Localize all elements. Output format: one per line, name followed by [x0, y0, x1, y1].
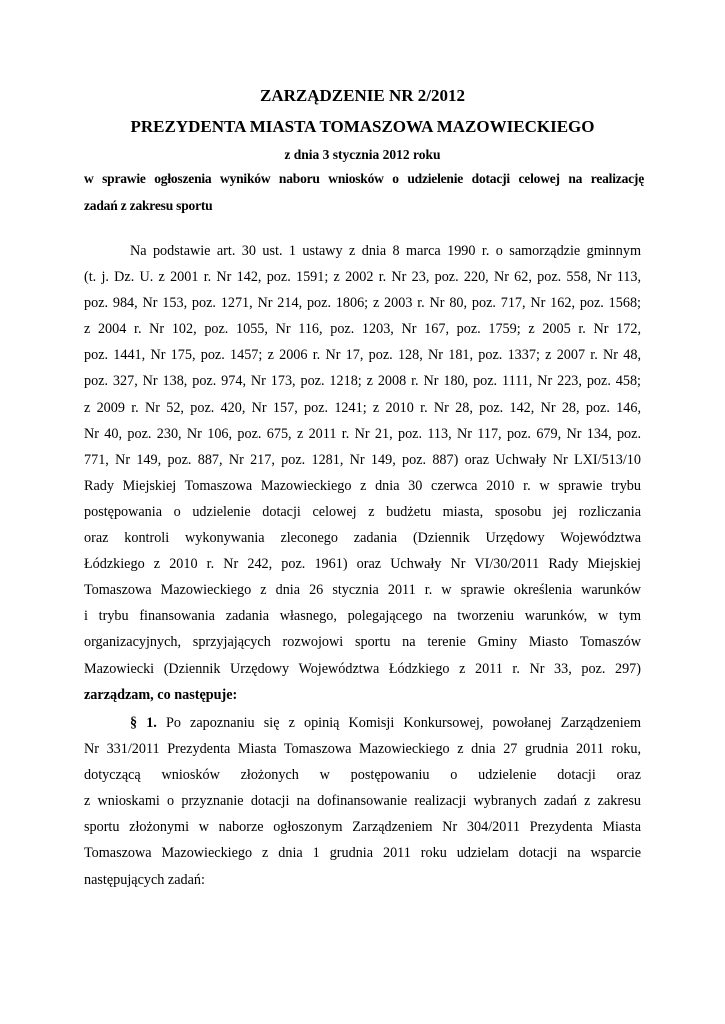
paragraph-line: 771, Nr 149, poz. 887, Nr 217, poz. 1281, Nr 149, poz. 887) oraz Uchwały Nr LXI/513/10	[84, 451, 641, 468]
paragraph-line: z 2009 r. Nr 52, poz. 420, Nr 157, poz. 1241; z 2010 r. Nr 28, poz. 142, Nr 28, poz. 146,	[84, 399, 641, 416]
subject-line: w sprawie ogłoszenia wyników naboru wniosków o udzielenie dotacji celowej na realizację	[84, 171, 644, 186]
paragraph-line: następujących zadań:	[84, 871, 205, 888]
paragraph-line: poz. 1441, Nr 175, poz. 1457; z 2006 r. Nr 17, poz. 128, Nr 181, poz. 1337; z 2007 r. Nr 48,	[84, 347, 641, 364]
paragraph-line: sportu złożonymi w naborze ogłoszonym Zarządzeniem Nr 304/2011 Prezydenta Miasta	[84, 819, 641, 836]
paragraph-line: (t. j. Dz. U. z 2001 r. Nr 142, poz. 1591; z 2002 r. Nr 23, poz. 220, Nr 62, poz. 558, Nr 113,	[84, 269, 641, 286]
paragraph-line: Tomaszowa Mazowieckiego z dnia 26 stycznia 2011 r. w sprawie określenia warunków	[84, 582, 641, 599]
document-date: z dnia 3 stycznia 2012 roku	[284, 147, 441, 162]
paragraph-line: Mazowiecki (Dziennik Urzędowy Województwa Łódzkiego z 2011 r. Nr 33, poz. 297)	[84, 660, 641, 677]
paragraph-line: Tomaszowa Mazowieckiego z dnia 1 grudnia 2011 roku udzielam dotacji na wsparcie	[84, 845, 641, 862]
paragraph-line: poz. 984, Nr 153, poz. 1271, Nr 214, poz. 1806; z 2003 r. Nr 80, poz. 717, Nr 162, poz. 1568;	[84, 295, 641, 312]
paragraph-line: Łódzkiego z 2010 r. Nr 242, poz. 1961) oraz Uchwały Nr VI/30/2011 Rady Miejskiej	[84, 556, 641, 573]
paragraph-line: i trybu finansowania zadania własnego, polegającego na tworzeniu warunków, w tym	[84, 608, 641, 625]
section-1-label: § 1.	[130, 715, 157, 731]
document-subject	[84, 165, 644, 219]
paragraph-line: z 2004 r. Nr 102, poz. 1055, Nr 116, poz. 1203, Nr 167, poz. 1759; z 2005 r. Nr 172,	[84, 321, 641, 338]
paragraph-line: organizacyjnych, sprzyjających rozwojowi sportu na terenie Gminy Miasto Tomaszów	[84, 634, 641, 651]
paragraph-line: Na podstawie art. 30 ust. 1 ustawy z dnia 8 marca 1990 r. o samorządzie gminnym	[130, 243, 641, 259]
paragraph-line: Nr 40, poz. 230, Nr 106, poz. 675, z 2011 r. Nr 21, poz. 113, Nr 117, poz. 679, Nr 134, poz.	[84, 425, 641, 442]
preamble-conclusion: zarządzam, co następuje:	[84, 686, 238, 703]
section-1-first-line: Po zapoznaniu się z opinią Komisji Konkursowej, powołanej Zarządzeniem	[165, 715, 642, 731]
paragraph-line: Rady Miejskiej Tomaszowa Mazowieckiego z dnia 30 czerwca 2010 r. w sprawie trybu	[84, 477, 641, 494]
document-title: ZARZĄDZENIE NR 2/2012	[260, 86, 465, 105]
document-issuer: PREZYDENTA MIASTA TOMASZOWA MAZOWIECKIEGO	[130, 117, 595, 136]
paragraph-line: z wnioskami o przyznanie dotacji na dofinansowanie realizacji wybranych zadań z zakresu	[84, 793, 641, 810]
paragraph-line: oraz kontroli wykonywania zleconego zadania (Dziennik Urzędowy Województwa	[84, 530, 641, 547]
legal-basis-paragraph	[84, 238, 641, 708]
paragraph-line: dotyczącą wniosków złożonych w postępowaniu o udzielenie dotacji oraz	[84, 767, 641, 784]
paragraph-line: postępowania o udzielenie dotacji celowej z budżetu miasta, sposobu jej rozliczania	[84, 503, 641, 520]
paragraph-line: Nr 331/2011 Prezydenta Miasta Tomaszowa Mazowieckiego z dnia 27 grudnia 2011 roku,	[84, 741, 641, 758]
subject-line: zadań z zakresu sportu	[84, 198, 213, 213]
paragraph-line	[84, 710, 641, 736]
paragraph-line: poz. 327, Nr 138, poz. 974, Nr 173, poz. 1218; z 2008 r. Nr 180, poz. 1111, Nr 223, poz. 458;	[84, 373, 641, 390]
section-1-paragraph	[84, 710, 641, 893]
